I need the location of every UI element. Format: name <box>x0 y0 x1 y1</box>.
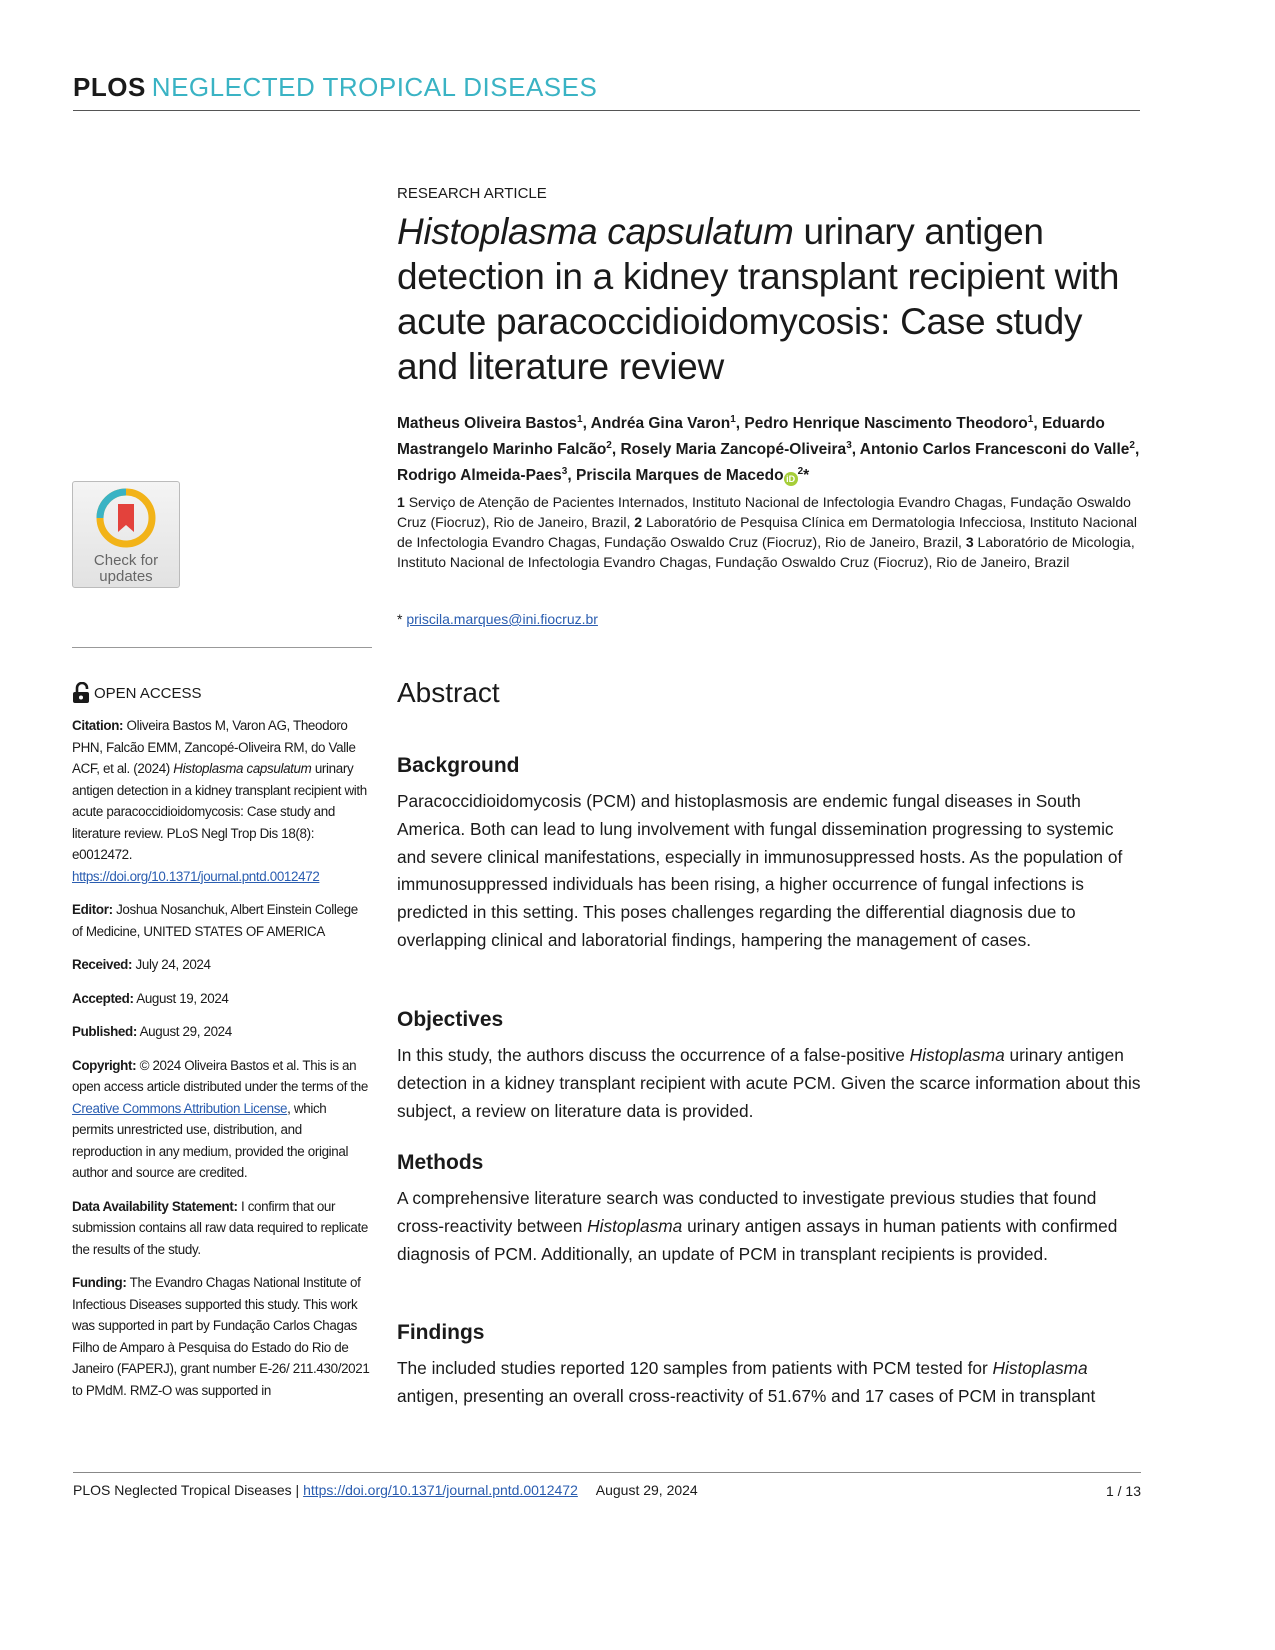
methods-text: A comprehensive literature search was conducted to investigate previous studies that found cross-reactivity between Histoplasma urinary antigen assays in human patients with confirmed diagnosis of PCM. Additionally, an update of PCM in transplant recipients is provided. <box>397 1188 1118 1264</box>
article-metadata <box>72 715 370 1413</box>
data-availability <box>72 1196 370 1261</box>
funding <box>72 1272 370 1401</box>
check-updates-icon <box>96 488 156 548</box>
title-italic: Histoplasma capsulatum <box>397 211 794 252</box>
plos-logo-text: PLOS <box>73 72 146 102</box>
copyright-text-2: , which permits unrestricted use, distribution, and reproduction in any medium, provided the original author and source are credited. <box>72 1100 349 1180</box>
article-title <box>397 209 1142 389</box>
footer-date: August 29, 2024 <box>595 1482 698 1498</box>
received <box>72 954 370 976</box>
published <box>72 1021 370 1043</box>
page-footer <box>73 1472 1141 1498</box>
editor-label: Editor: <box>72 902 113 917</box>
objectives-heading: Objectives <box>397 1008 504 1031</box>
author[interactable]: Rosely Maria Zancopé-Oliveira$^3$ <box>620 440 852 459</box>
orcid-icon[interactable]: iD <box>784 472 798 486</box>
check-for-updates-badge[interactable] <box>72 481 180 588</box>
copyright-text-1: © 2024 Oliveira Bastos et al. This is an open access article distributed under the terms of the <box>72 1057 368 1094</box>
check-updates-line1: Check for <box>93 552 159 569</box>
page-number: 1 / 13 <box>1105 1483 1141 1499</box>
sidebar-divider <box>72 647 372 648</box>
funding-text: The Evandro Chagas National Institute of Infectious Diseases supported this study. This work was supported in part by Fundação Carlos Chagas Filho de Amparo à Pesquisa do Estado do Rio de Janeiro (FAPERJ), grant number E-26/ 211.430/2021 to PMdM. RMZ-O was supported in <box>72 1275 370 1398</box>
corresponding-author <box>397 611 1142 627</box>
methods-heading: Methods <box>397 1151 484 1174</box>
author[interactable]: Rodrigo Almeida-Paes$^3$ <box>397 466 568 485</box>
title-rest: urinary antigen detection in a kidney transplant recipient with acute paracoccidioidomycosis: Case study and literature review <box>397 211 1120 387</box>
copyright-label: Copyright: <box>72 1057 137 1073</box>
corresponding-email-link[interactable]: priscila.marques@ini.fiocruz.br <box>406 611 598 627</box>
citation-text-1: Oliveira Bastos M, Varon AG, Theodoro PHN, Falcão EMM, Zancopé-Oliveira RM, do Valle ACF, et al. (2024) <box>72 718 356 776</box>
affiliation-number: 1 <box>397 494 405 510</box>
author[interactable]: Matheus Oliveira Bastos$^1$ <box>397 414 583 433</box>
data-availability-label: Data Availability Statement: <box>72 1198 238 1214</box>
journal-name: NEGLECTED TROPICAL DISEASES <box>151 72 598 102</box>
author[interactable]: Eduardo Mastrangelo Marinho Falcão$^2$ <box>397 415 1105 459</box>
citation-label: Citation: <box>72 718 124 733</box>
background-text: Paracoccidioidomycosis (PCM) and histoplasmosis are endemic fungal diseases in South America. Both can lead to lung involvement with fungal dissemination progressing to systemic and severe clinical manifestations, especially in immunosuppressed hosts. As the population of immunosuppressed individuals has been rising, a higher occurrence of fungal infections is predicted in this setting. This poses challenges regarding the differential diagnosis due to overlapping clinical and laboratorial findings, hampering the management of cases. <box>397 791 1123 950</box>
affiliations <box>397 492 1142 572</box>
citation-doi-link[interactable]: https://doi.org/10.1371/journal.pntd.0012472 <box>72 868 320 884</box>
affiliation-text: Laboratório de Micologia, Instituto Nacional de Infectologia Evandro Chagas, Fundação Oswaldo Cruz (Fiocruz), Rio de Janeiro, Brazil <box>397 534 1135 570</box>
objectives-text: In this study, the authors discuss the occurrence of a false-positive Histoplasma urinary antigen detection in a kidney transplant recipient with acute PCM. Given the scarce information about this subject, a review on literature data is provided. <box>397 1045 1141 1121</box>
findings-text: The included studies reported 120 samples from patients with PCM tested for Histoplasma antigen, presenting an overall cross-reactivity of 51.67% and 17 cases of PCM in transplant <box>397 1358 1096 1406</box>
author[interactable]: Antonio Carlos Francesconi do Valle$^2$ <box>859 440 1135 459</box>
corresponding-star: * <box>397 611 407 627</box>
check-updates-line2: updates <box>99 568 153 585</box>
open-access-text: OPEN ACCESS <box>94 684 202 702</box>
affiliation-number: 2 <box>634 514 643 530</box>
editor-text: Joshua Nosanchuk, Albert Einstein College of Medicine, UNITED STATES OF AMERICA <box>72 902 358 939</box>
journal-header <box>73 72 1140 111</box>
findings-heading: Findings <box>397 1321 485 1344</box>
background-heading: Background <box>397 754 520 777</box>
article-type: RESEARCH ARTICLE <box>397 185 547 202</box>
author[interactable]: Pedro Henrique Nascimento Theodoro$^1$ <box>744 414 1034 433</box>
affiliation-number: 3 <box>965 534 974 550</box>
accepted-date: August 19, 2024 <box>136 990 229 1006</box>
author[interactable]: Andréa Gina Varon$^1$ <box>590 414 736 433</box>
citation <box>72 715 370 887</box>
affiliation-text: Laboratório de Pesquisa Clínica em Dermatologia Infecciosa, Instituto Nacional de Infectologia Evandro Chagas, Fundação Oswaldo Cruz (Fiocruz), Rio de Janeiro, Brazil, <box>397 514 1138 550</box>
received-label: Received: <box>72 957 133 972</box>
footer-journal: PLOS Neglected Tropical Diseases | <box>73 1482 304 1498</box>
copyright <box>72 1055 370 1184</box>
author[interactable]: Priscila Marques de Macedo <box>575 467 784 485</box>
abstract-heading: Abstract <box>397 677 500 708</box>
open-lock-icon <box>72 682 90 704</box>
license-link[interactable]: Creative Commons Attribution License <box>72 1100 288 1116</box>
accepted <box>72 988 370 1010</box>
background-section <box>397 754 1142 955</box>
methods-section <box>397 1151 1142 1268</box>
open-access-label <box>72 682 202 704</box>
editor <box>72 899 370 942</box>
citation-italic: Histoplasma capsulatum <box>173 761 312 776</box>
findings-section <box>397 1321 1142 1411</box>
received-date: July 24, 2024 <box>135 957 211 972</box>
funding-label: Funding: <box>72 1275 127 1290</box>
affiliation-text: Serviço de Atenção de Pacientes Internados, Instituto Nacional de Infectologia Evandro Chagas, Fundação Oswaldo Cruz (Fiocruz), Rio de Janeiro, Brazil, <box>397 494 1131 530</box>
published-label: Published: <box>72 1024 137 1039</box>
published-date: August 29, 2024 <box>139 1024 232 1039</box>
footer-doi-link[interactable]: https://doi.org/10.1371/journal.pntd.0012472 <box>303 1482 578 1498</box>
author-list: Matheus Oliveira Bastos$^1$, Andréa Gina Varon$^1$, Pedro Henrique Nascimento Theodoro$^1$, Eduardo Mastrangelo Marinho Falcão$^2$, Rosely Maria Zancopé-Oliveira$^3$, Antonio Carlos Francesconi do Valle$^2$, Rodrigo Almeida-Paes$^3$, Priscila Marques de Macedo $iD^2*$ <box>397 414 1140 485</box>
data-availability-text: I confirm that our submission contains all raw data required to replicate the results of the study. <box>72 1198 368 1257</box>
accepted-label: Accepted: <box>72 990 134 1006</box>
objectives-section <box>397 1008 1142 1125</box>
citation-text-2: urinary antigen detection in a kidney transplant recipient with acute paracoccidioidomycosis: Case study and literature review. PLoS Negl Trop Dis 18(8): e0012472. <box>72 761 367 862</box>
